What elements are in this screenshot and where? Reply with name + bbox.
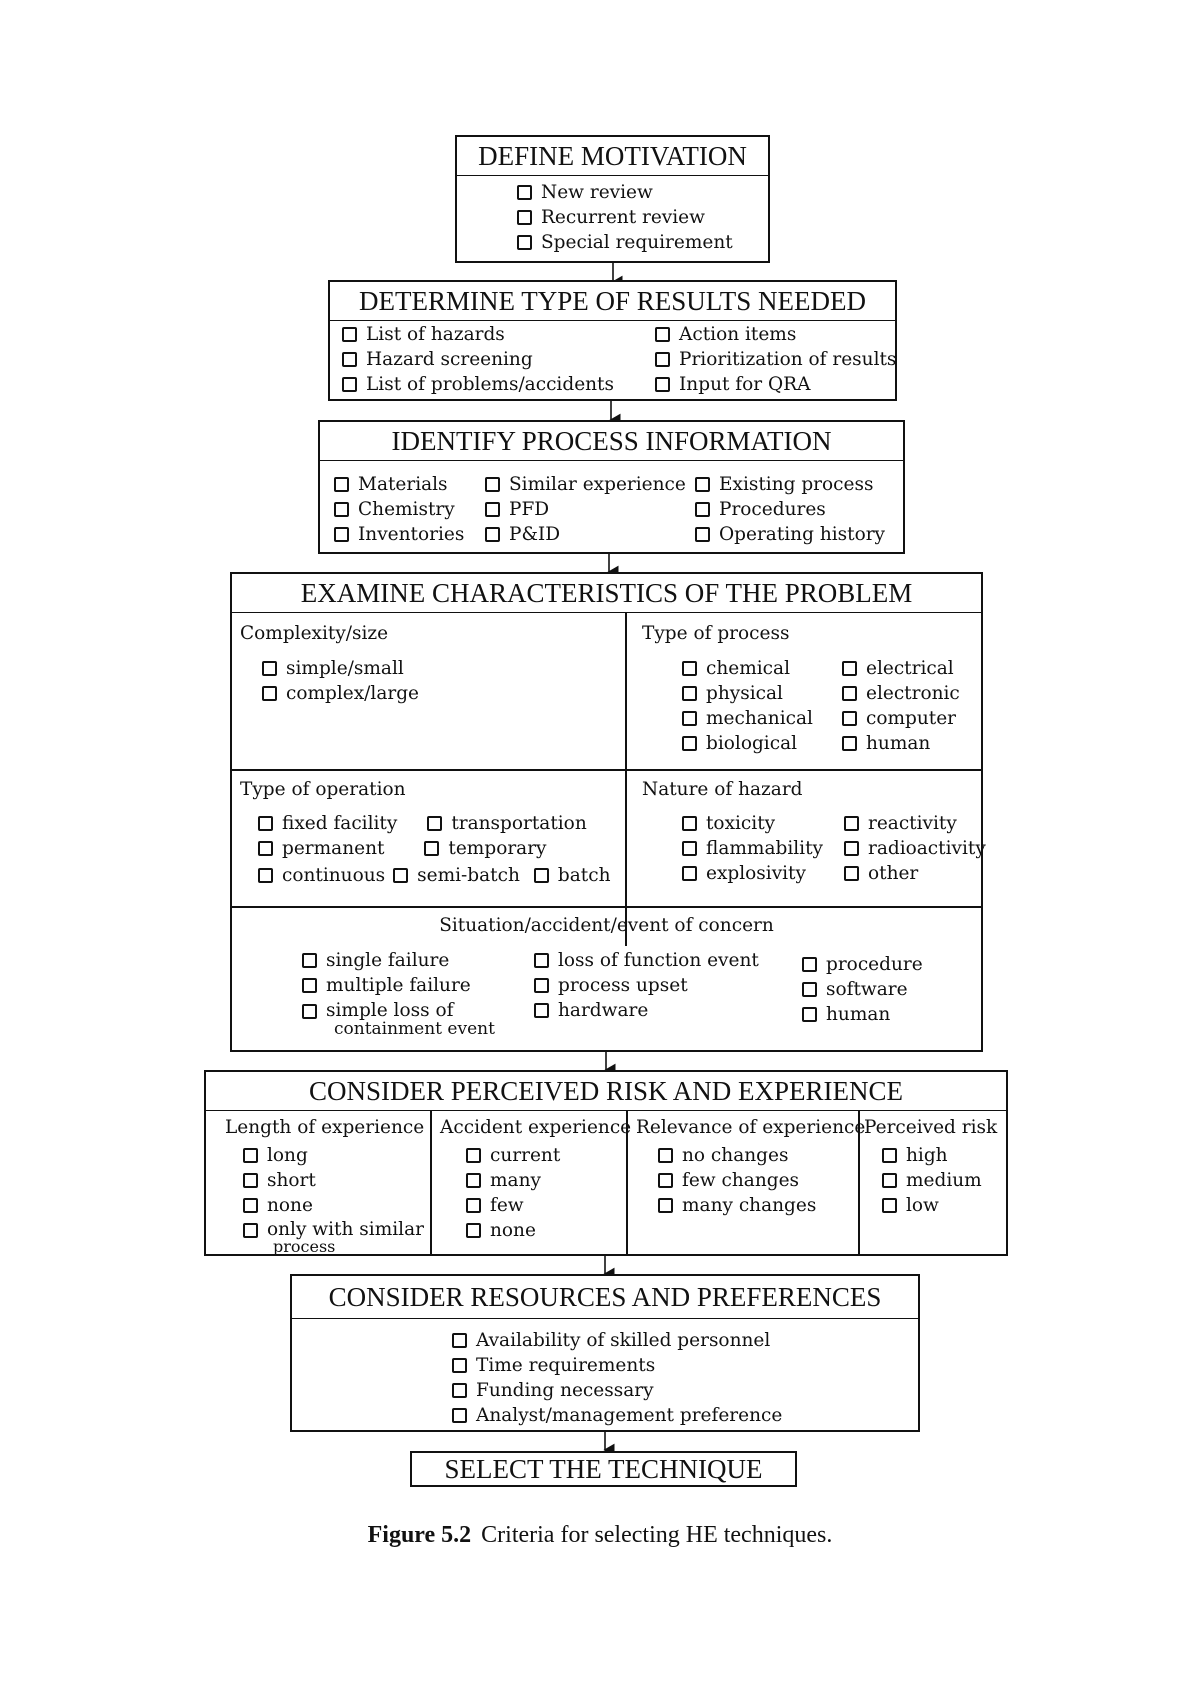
situation-item: loss of function event: [534, 948, 759, 973]
situation-item: human: [802, 1002, 923, 1027]
situation-item: process upset: [534, 973, 759, 998]
process-type-item: mechanical: [682, 706, 813, 731]
situation-item: containment event: [334, 1019, 495, 1039]
checkbox-icon: [466, 1198, 481, 1213]
process-type-item: biological: [682, 731, 813, 756]
checkbox-icon: [262, 686, 277, 701]
relevance-heading: Relevance of experience: [636, 1117, 866, 1138]
experience-length-item: long: [243, 1143, 424, 1168]
checkbox-icon: [517, 185, 532, 200]
results-item: Prioritization of results: [655, 347, 896, 372]
checkbox-icon: [342, 352, 357, 367]
motivation-item: New review: [517, 180, 733, 205]
process-info-item: PFD: [485, 497, 686, 522]
select-technique-box: [410, 1451, 797, 1487]
accident-experience-heading: Accident experience: [440, 1117, 632, 1138]
checkbox-icon: [655, 327, 670, 342]
accident-experience-item: few: [466, 1193, 560, 1218]
checkbox-icon: [695, 502, 710, 517]
process-info-item: Similar experience: [485, 472, 686, 497]
experience-length-extra: process: [273, 1237, 336, 1256]
checkbox-icon: [466, 1148, 481, 1163]
situation-item: multiple failure: [302, 973, 495, 998]
perceived-risk-item: medium: [882, 1168, 982, 1193]
checkbox-icon: [243, 1223, 258, 1238]
characteristics-title: EXAMINE CHARACTERISTICS OF THE PROBLEM: [232, 574, 981, 613]
checkbox-icon: [393, 868, 408, 883]
checkbox-icon: [882, 1148, 897, 1163]
checkbox-icon: [802, 982, 817, 997]
process-information-box: [318, 420, 905, 554]
checkbox-icon: [682, 661, 697, 676]
checkbox-icon: [262, 661, 277, 676]
checkbox-icon: [243, 1198, 258, 1213]
checkbox-icon: [424, 841, 439, 856]
checkbox-icon: [452, 1383, 467, 1398]
checkbox-icon: [342, 377, 357, 392]
accident-experience-item: current: [466, 1143, 560, 1168]
perceived-risk-title: CONSIDER PERCEIVED RISK AND EXPERIENCE: [206, 1072, 1006, 1111]
situation-item: hardware: [534, 998, 759, 1023]
complexity-heading: Complexity/size: [240, 623, 389, 644]
perceived-risk-heading: Perceived risk: [864, 1117, 998, 1138]
checkbox-icon: [534, 978, 549, 993]
process-type-item: human: [842, 731, 960, 756]
checkbox-icon: [655, 377, 670, 392]
situation-item: procedure: [802, 952, 923, 977]
situation-item: software: [802, 977, 923, 1002]
process-info-item: Operating history: [695, 522, 885, 547]
relevance-item: many changes: [658, 1193, 816, 1218]
accident-experience-item: many: [466, 1168, 560, 1193]
checkbox-icon: [243, 1173, 258, 1188]
checkbox-icon: [258, 841, 273, 856]
results-item: List of hazards: [342, 322, 614, 347]
checkbox-icon: [485, 527, 500, 542]
checkbox-icon: [334, 527, 349, 542]
divider: [430, 1110, 432, 1254]
perceived-risk-box: [204, 1070, 1008, 1256]
process-info-item: P&ID: [485, 522, 686, 547]
checkbox-icon: [485, 477, 500, 492]
process-type-item: computer: [842, 706, 960, 731]
checkbox-icon: [534, 953, 549, 968]
process-type-item: chemical: [682, 656, 813, 681]
characteristics-box: [230, 572, 986, 1052]
checkbox-icon: [802, 1007, 817, 1022]
define-motivation-title: DEFINE MOTIVATION: [457, 137, 768, 176]
results-item: List of problems/accidents: [342, 372, 614, 397]
checkbox-icon: [882, 1198, 897, 1213]
checkbox-icon: [844, 816, 859, 831]
process-type-item: electronic: [842, 681, 960, 706]
checkbox-icon: [842, 711, 857, 726]
checkbox-icon: [844, 866, 859, 881]
checkbox-icon: [658, 1198, 673, 1213]
process-info-item: Chemistry: [334, 497, 464, 522]
checkbox-icon: [842, 686, 857, 701]
operation-row: continuous semi-batch batch: [258, 863, 611, 888]
define-motivation-box: [455, 135, 770, 263]
accident-experience-item: none: [466, 1218, 560, 1243]
complexity-item: complex/large: [262, 681, 419, 706]
checkbox-icon: [534, 1003, 549, 1018]
relevance-item: few changes: [658, 1168, 816, 1193]
situation-heading: Situation/accident/event of concern: [439, 915, 774, 936]
situation-item: simple loss of: [302, 1001, 495, 1021]
relevance-item: no changes: [658, 1143, 816, 1168]
figure-caption: [0, 1522, 1200, 1549]
checkbox-icon: [517, 235, 532, 250]
figure-caption-text: Criteria for selecting HE techniques.: [481, 1522, 833, 1548]
checkbox-icon: [802, 957, 817, 972]
divider: [232, 906, 981, 908]
checkbox-icon: [682, 736, 697, 751]
situation-item: single failure: [302, 948, 495, 973]
checkbox-icon: [695, 527, 710, 542]
checkbox-icon: [302, 953, 317, 968]
resources-item: Time requirements: [452, 1353, 782, 1378]
checkbox-icon: [452, 1408, 467, 1423]
checkbox-icon: [882, 1173, 897, 1188]
checkbox-icon: [452, 1358, 467, 1373]
hazard-item: explosivity: [682, 861, 823, 886]
checkbox-icon: [517, 210, 532, 225]
checkbox-icon: [452, 1333, 467, 1348]
process-info-item: Inventories: [334, 522, 464, 547]
checkbox-icon: [302, 978, 317, 993]
divider: [625, 612, 627, 946]
hazard-item: reactivity: [844, 811, 986, 836]
process-type-item: physical: [682, 681, 813, 706]
checkbox-icon: [258, 816, 273, 831]
process-info-item: Materials: [334, 472, 464, 497]
checkbox-icon: [534, 868, 549, 883]
checkbox-icon: [334, 477, 349, 492]
hazard-item: flammability: [682, 836, 823, 861]
process-type-item: electrical: [842, 656, 960, 681]
checkbox-icon: [243, 1148, 258, 1163]
resources-item: Availability of skilled personnel: [452, 1328, 782, 1353]
process-information-title: IDENTIFY PROCESS INFORMATION: [320, 422, 903, 461]
checkbox-icon: [682, 841, 697, 856]
hazard-item: toxicity: [682, 811, 823, 836]
process-info-item: Existing process: [695, 472, 885, 497]
hazard-item: radioactivity: [844, 836, 986, 861]
results-needed-title: DETERMINE TYPE OF RESULTS NEEDED: [330, 282, 895, 321]
perceived-risk-item: low: [882, 1193, 982, 1218]
checkbox-icon: [682, 816, 697, 831]
resources-item: Analyst/management preference: [452, 1403, 782, 1428]
perceived-risk-item: high: [882, 1143, 982, 1168]
process-info-item: Procedures: [695, 497, 885, 522]
checkbox-icon: [658, 1148, 673, 1163]
results-item: Input for QRA: [655, 372, 896, 397]
results-needed-box: [328, 280, 897, 401]
process-type-heading: Type of process: [642, 623, 790, 644]
results-item: Hazard screening: [342, 347, 614, 372]
checkbox-icon: [844, 841, 859, 856]
operation-row: permanent temporary: [258, 836, 611, 861]
operation-heading: Type of operation: [240, 779, 406, 800]
checkbox-icon: [302, 1004, 317, 1019]
checkbox-icon: [695, 477, 710, 492]
checkbox-icon: [466, 1173, 481, 1188]
checkbox-icon: [682, 866, 697, 881]
checkbox-icon: [485, 502, 500, 517]
complexity-item: simple/small: [262, 656, 419, 681]
checkbox-icon: [427, 816, 442, 831]
resources-title: CONSIDER RESOURCES AND PREFERENCES: [292, 1276, 918, 1319]
experience-length-item: only with similar: [243, 1220, 424, 1240]
experience-length-item: short: [243, 1168, 424, 1193]
checkbox-icon: [334, 502, 349, 517]
experience-length-item: none: [243, 1193, 424, 1218]
checkbox-icon: [682, 711, 697, 726]
checkbox-icon: [682, 686, 697, 701]
operation-row: fixed facility transportation: [258, 811, 611, 836]
checkbox-icon: [658, 1173, 673, 1188]
checkbox-icon: [655, 352, 670, 367]
checkbox-icon: [842, 661, 857, 676]
checkbox-icon: [258, 868, 273, 883]
figure-label: Figure 5.2: [367, 1522, 472, 1548]
hazard-item: other: [844, 861, 986, 886]
select-technique-title: SELECT THE TECHNIQUE: [444, 1454, 763, 1484]
checkbox-icon: [842, 736, 857, 751]
experience-length-heading: Length of experience: [225, 1117, 425, 1138]
hazard-heading: Nature of hazard: [642, 779, 803, 800]
checkbox-icon: [466, 1223, 481, 1238]
resources-item: Funding necessary: [452, 1378, 782, 1403]
checkbox-icon: [342, 327, 357, 342]
motivation-item: Recurrent review: [517, 205, 733, 230]
divider: [232, 769, 981, 771]
motivation-item: Special requirement: [517, 230, 733, 255]
results-item: Action items: [655, 322, 896, 347]
resources-box: [290, 1274, 920, 1432]
